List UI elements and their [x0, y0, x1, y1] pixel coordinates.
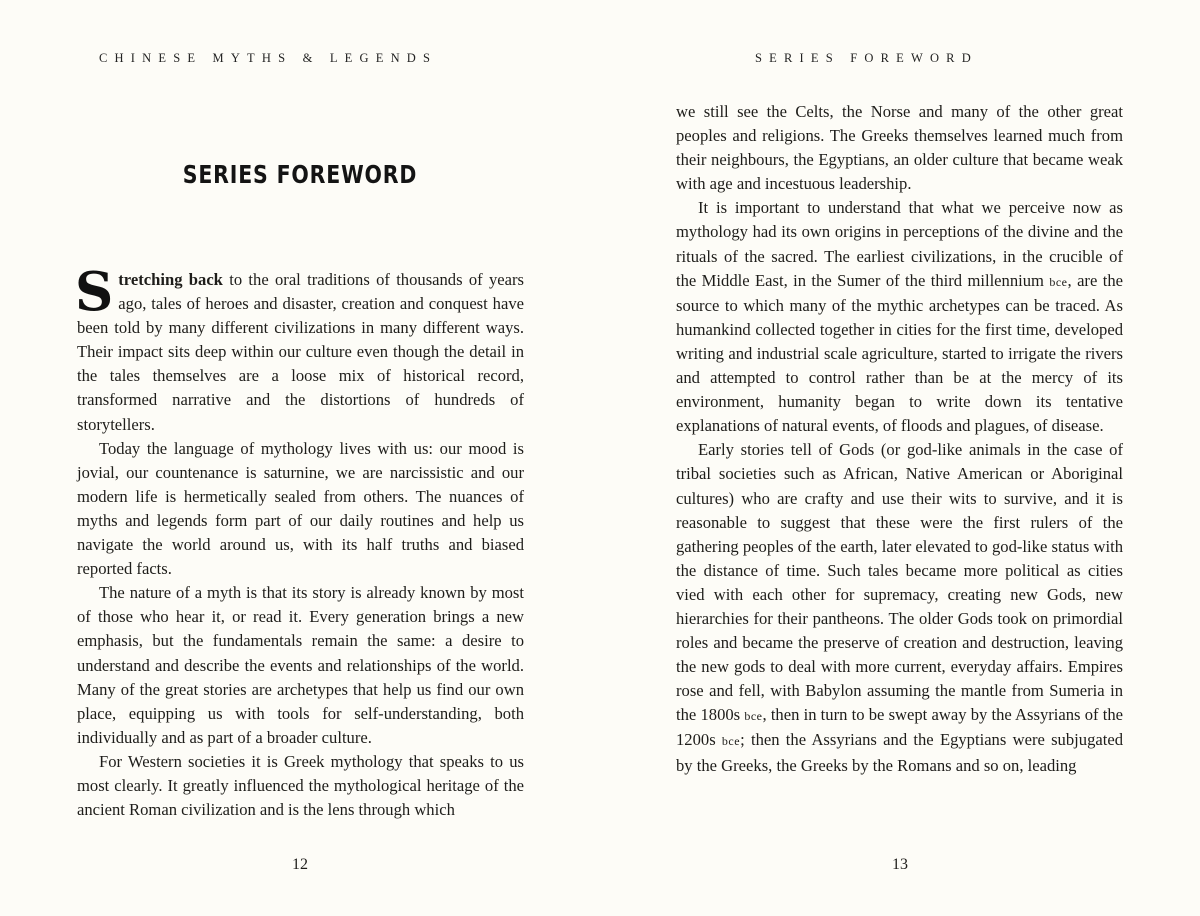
paragraph: [676, 196, 1123, 438]
lead-in: tretching back: [118, 270, 223, 289]
paragraph-text: Early stories tell of Gods (or god-like animals in the case of tribal societies such as African, Native American or Aboriginal cultures) who are crafty and use their wits to survive, and it is reasonable to suggest that these were the first rulers of the gathering peoples of the earth, later elevated to god-like status with the distance of time. Such tales became more political as cities vied with each other for supremacy, creating new Gods, new hierarchies for their pantheons. The older Gods took on primordial roles and became the preserve of creation and destruction, leaving the new gods to deal with more current, everyday affairs. Empires rose and fell, with Babylon assuming the mantle from Sumeria in the 1800s: [676, 440, 1123, 725]
paragraph: Today the language of mythology lives with us: our mood is jovial, our countenance is saturnine, we are narcissistic and our modern life is hermetically sealed from others. The nuances of myths and legends form part of our daily routines and help us navigate the world around us, with its half truths and biased reported facts.: [77, 438, 524, 579]
chapter-title: SERIES FOREWORD: [182, 160, 418, 189]
small-caps-era: bce: [744, 709, 763, 724]
right-page: [600, 0, 1200, 916]
paragraph: [75, 261, 524, 437]
small-caps-era: bce: [1049, 274, 1068, 289]
paragraph: The nature of a myth is that its story is already known by most of those who hear it, or read it. Every generation brings a new emphasis, but the fundamentals remain the same: a desire to understand and describe the events and relationships of the world. Many of the great stories are archetypes that help us find our own place, equipping us with tools for self-understanding, both individually and as part of a broader culture.: [77, 583, 524, 747]
paragraph-text: , then in turn to be swept away by the Assyrians of the 1200s: [676, 705, 1123, 750]
page-number-right: 13: [892, 856, 908, 873]
paragraph-text: to the oral traditions of thousands of years ago, tales of heroes and disaster, creation and conquest have been told by many different civilizations in many different ways. Their impact sits deep within our culture even though the detail in the tales themselves are a loose mix of historical record, transformed narrative and the distortions of hundreds of storytellers.: [77, 270, 524, 434]
paragraph: we still see the Celts, the Norse and many of the other great peoples and religions. The Greeks themselves learned much from their neighbours, the Egyptians, an older culture that became weak with age and incestuous leadership.: [676, 102, 1123, 194]
drop-cap: S: [75, 261, 114, 323]
paragraph: For Western societies it is Greek mythology that speaks to us most clearly. It greatly influenced the mythological heritage of the ancient Roman civilization and is the lens through which: [77, 751, 524, 820]
running-head-left: CHINESE MYTHS & LEGENDS: [99, 51, 438, 65]
running-head-right: SERIES FOREWORD: [755, 51, 978, 65]
small-caps-era: bce: [721, 734, 741, 749]
left-body-text: [75, 261, 524, 822]
right-body-text: [676, 100, 1123, 778]
paragraph-text: , are the source to which many of the mythic archetypes can be traced. As humankind collected together in cities for the first time, developed writing and industrial scale agriculture, started to irrigate the rivers and attempted to control rather than be at the mercy of its environment, humanity began to write down its tentative explanations of natural events, of floods and plagues, of disease.: [676, 270, 1123, 436]
page-number-left: 12: [292, 856, 308, 873]
paragraph: [676, 438, 1123, 777]
paragraph-text: It is important to understand that what we perceive now as mythology had its own origins in perceptions of the divine and the rituals of the sacred. The earliest civilizations, in the crucible of the Middle East, in the Sumer of the third millennium: [676, 198, 1123, 290]
paragraph-text: ; then the Assyrians and the Egyptians were subjugated by the Greeks, the Greeks by the Romans and so on, leading: [676, 730, 1123, 775]
